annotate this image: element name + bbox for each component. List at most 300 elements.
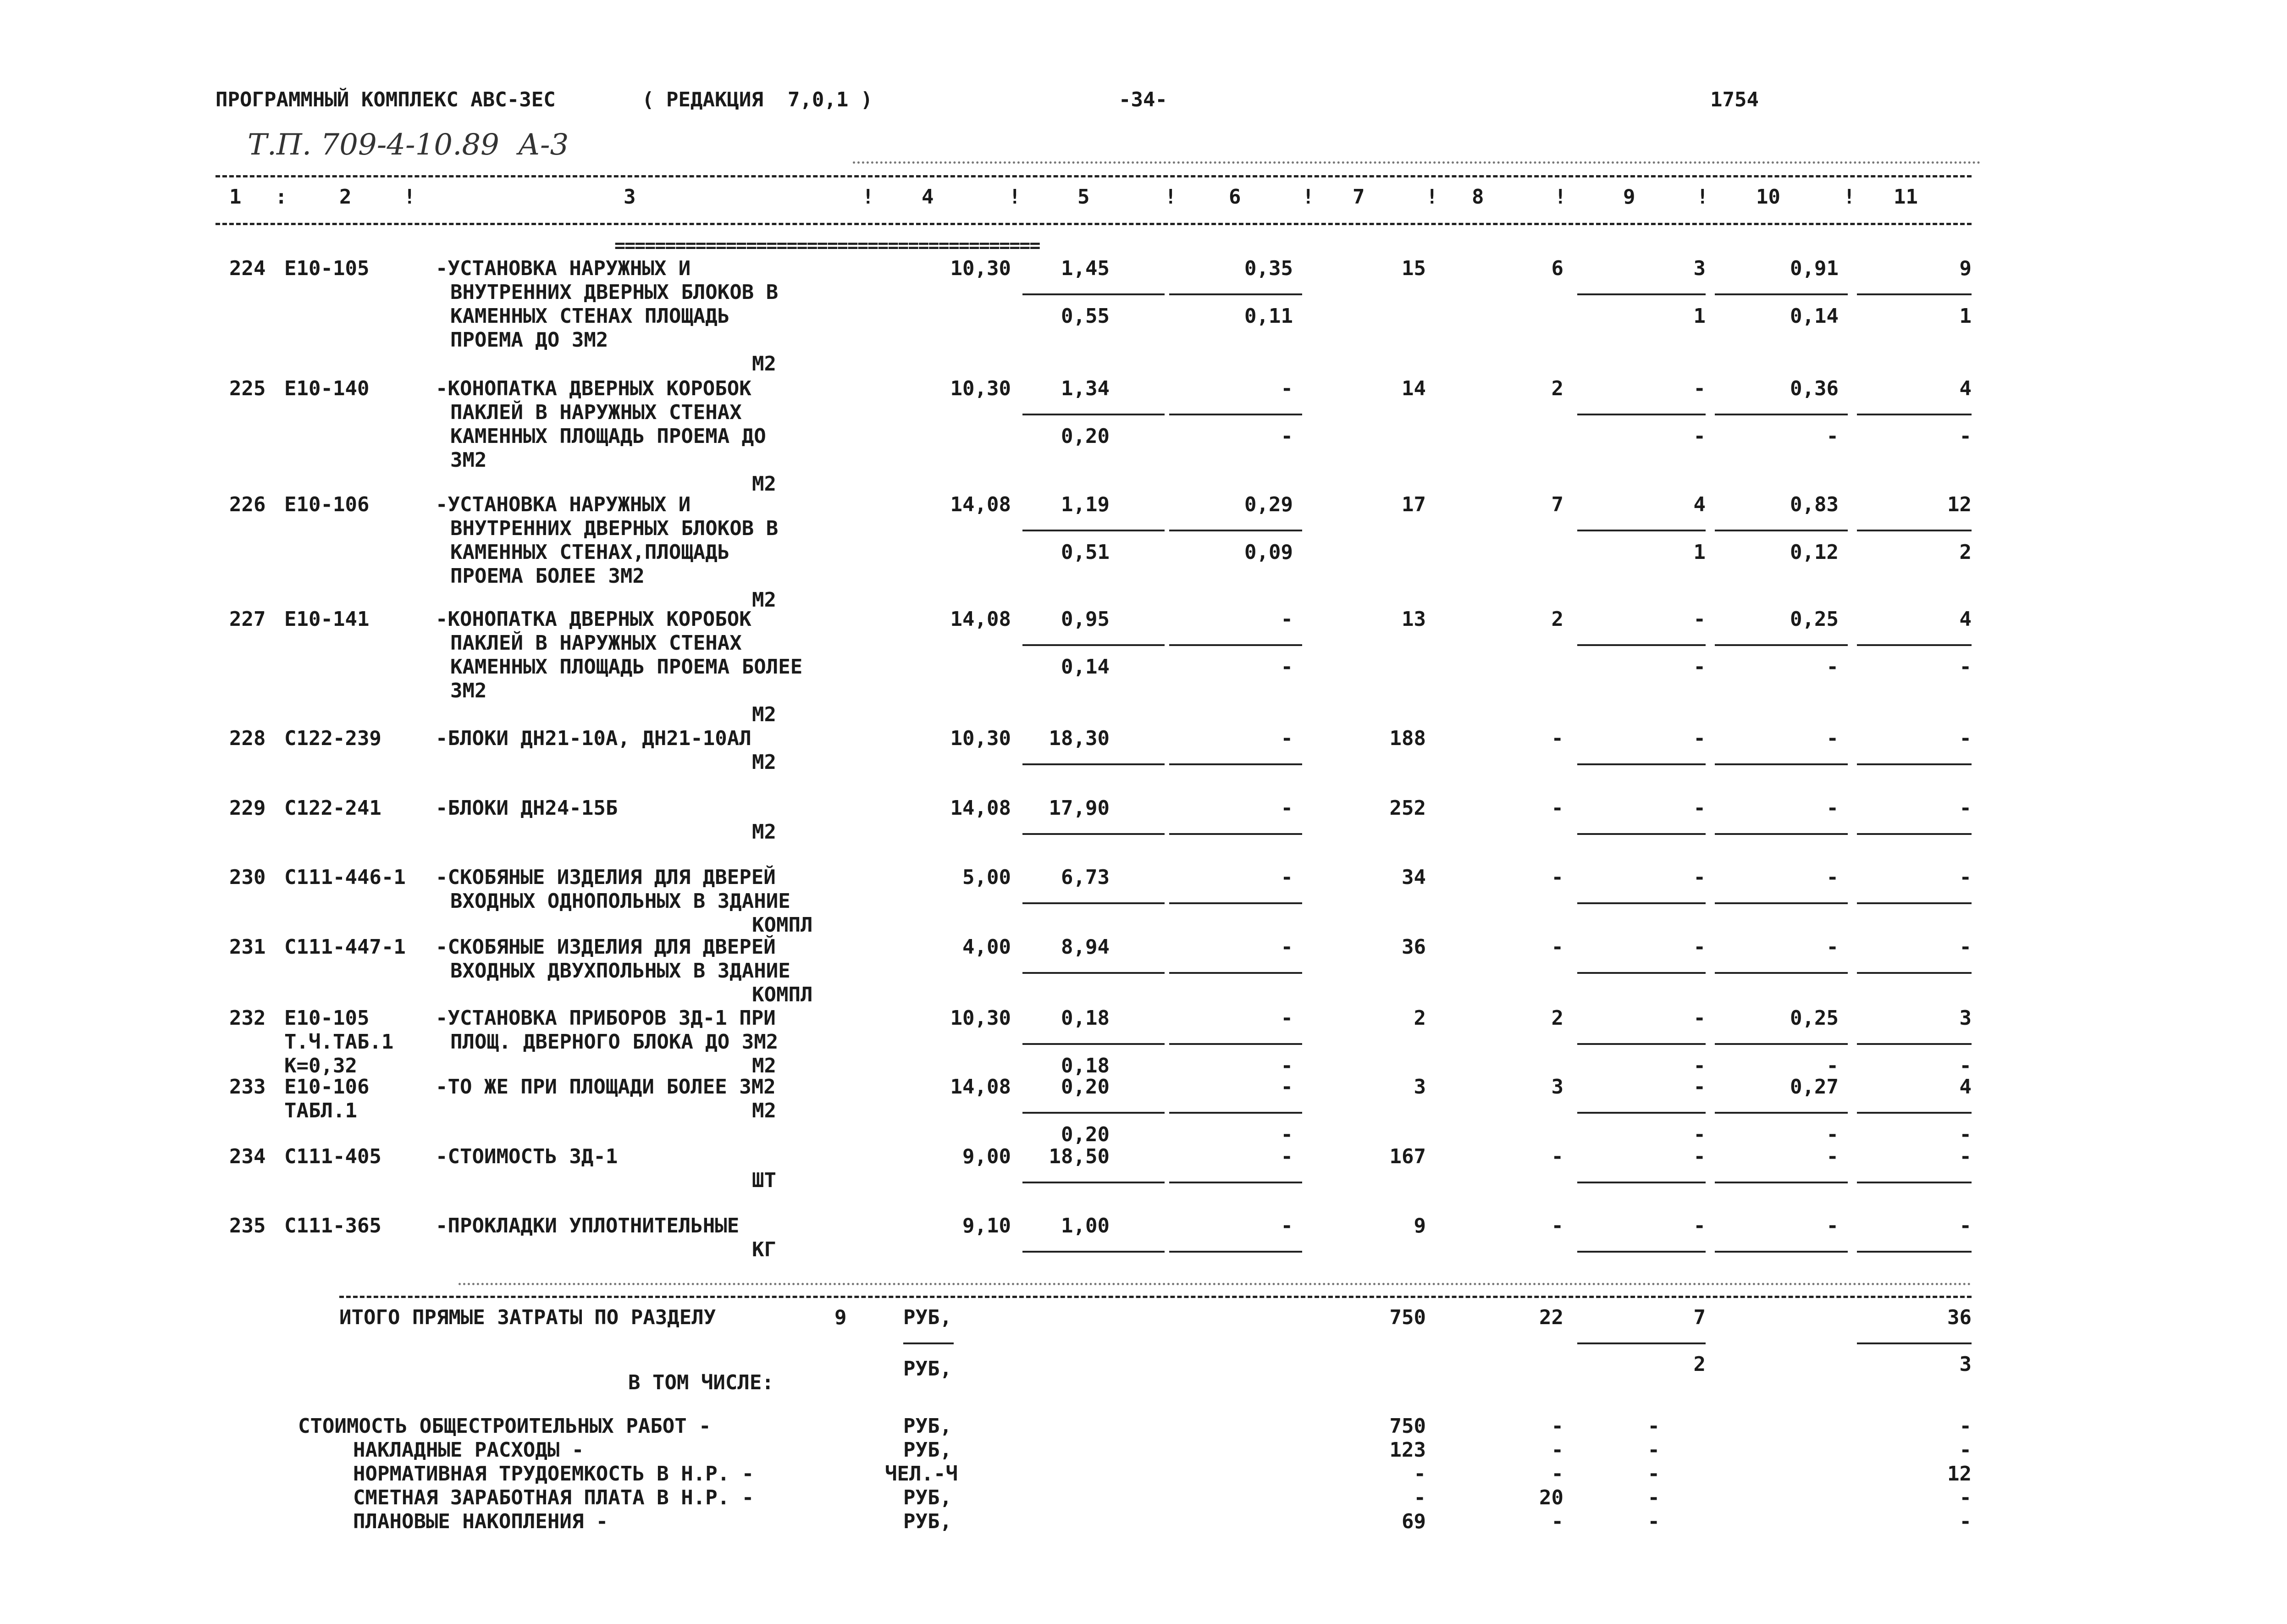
fraction-rule <box>1577 414 1706 415</box>
fraction-rule <box>1857 1251 1972 1253</box>
row-code-note: К=0,32 <box>284 1054 357 1077</box>
fraction-rule <box>1169 763 1302 765</box>
column-header-cell: ! <box>862 185 874 209</box>
cell-c5-lower: 0,20 <box>1061 425 1110 448</box>
cell-c5: 1,00 <box>1061 1214 1110 1237</box>
cell-c11: - <box>1959 727 1972 750</box>
summary-unit: РУБ, <box>903 1438 952 1462</box>
fraction-rule <box>1857 972 1972 974</box>
cell-c4: 14,08 <box>950 796 1011 820</box>
summary-col7: 750 <box>1389 1414 1426 1438</box>
summary-label: НОРМАТИВНАЯ ТРУДОЕМКОСТЬ В Н.Р. - <box>353 1462 754 1486</box>
cell-c10-lower: - <box>1826 425 1839 448</box>
cell-c7: 188 <box>1389 727 1426 750</box>
cell-c7: 15 <box>1402 257 1426 280</box>
row-description: -УСТАНОВКА НАРУЖНЫХ И <box>436 493 691 516</box>
row-number: 224 <box>229 257 266 280</box>
summary-col11: 12 <box>1947 1462 1972 1486</box>
row-code: С122-241 <box>284 796 381 820</box>
cell-c6: - <box>1281 1075 1293 1099</box>
row-number: 233 <box>229 1075 266 1099</box>
cell-c5: 1,45 <box>1061 257 1110 280</box>
row-unit: КОМПЛ <box>752 983 813 1006</box>
cell-c9: - <box>1693 866 1706 889</box>
summary-label: НАКЛАДНЫЕ РАСХОДЫ - <box>353 1438 584 1462</box>
column-header-cell: ! <box>1009 185 1021 209</box>
fraction-rule <box>1169 414 1302 415</box>
fraction-rule <box>1857 1112 1972 1114</box>
cell-c10: 0,25 <box>1790 608 1839 631</box>
totals-col8: 22 <box>1539 1306 1563 1329</box>
fraction-rule <box>1169 1112 1302 1114</box>
cell-c10-lower: 0,12 <box>1790 541 1839 564</box>
totals-col9-lower: 2 <box>1693 1353 1706 1376</box>
cell-c5: 17,90 <box>1049 796 1110 820</box>
fraction-rule <box>1857 530 1972 531</box>
cell-c4: 9,10 <box>962 1214 1011 1237</box>
cell-c9: - <box>1693 1145 1706 1168</box>
cell-c10: - <box>1826 1214 1839 1237</box>
cell-c6: - <box>1281 1006 1293 1030</box>
row-code: Е10-140 <box>284 377 370 400</box>
cell-c8: 2 <box>1551 608 1563 631</box>
totals-col11-lower: 3 <box>1959 1353 1972 1376</box>
row-unit: М2 <box>752 352 776 376</box>
cell-c7: 17 <box>1402 493 1426 516</box>
totals-unit: РУБ, <box>903 1306 952 1329</box>
fraction-rule <box>1857 644 1972 646</box>
handwritten-project-code: Т.П. 709-4-10.89 А-3 <box>248 128 569 162</box>
cell-c6: - <box>1281 377 1293 400</box>
cell-c9: - <box>1693 1075 1706 1099</box>
cell-c7: 167 <box>1389 1145 1426 1168</box>
cell-c8: 2 <box>1551 1006 1563 1030</box>
row-description: -СТОИМОСТЬ ЗД-1 <box>436 1145 618 1168</box>
summary-col11: - <box>1959 1486 1972 1509</box>
summary-col8: - <box>1551 1462 1563 1486</box>
row-unit: М2 <box>752 472 776 496</box>
summary-col9: - <box>1647 1486 1660 1509</box>
cell-c9: - <box>1693 608 1706 631</box>
row-unit: М2 <box>752 1099 776 1122</box>
cell-c5-lower: 0,18 <box>1061 1054 1110 1077</box>
summary-col11: - <box>1959 1438 1972 1462</box>
row-code-note: ТАБЛ.1 <box>284 1099 357 1122</box>
cell-c9: - <box>1693 377 1706 400</box>
fraction-rule <box>1022 1182 1165 1183</box>
summary-col11: - <box>1959 1510 1972 1533</box>
column-header-cell: 2 <box>339 185 352 209</box>
fraction-rule <box>1715 902 1848 904</box>
fraction-rule <box>1715 1112 1848 1114</box>
cell-c11: 4 <box>1959 1075 1972 1099</box>
fraction-rule <box>1857 414 1972 415</box>
row-description: ВНУТРЕННИХ ДВЕРНЫХ БЛОКОВ В <box>450 281 779 304</box>
summary-unit: РУБ, <box>903 1510 952 1533</box>
cell-c4: 10,30 <box>950 257 1011 280</box>
cell-c11: - <box>1959 866 1972 889</box>
fraction-rule <box>1715 972 1848 974</box>
cell-c11: - <box>1959 1145 1972 1168</box>
row-description: КАМЕННЫХ ПЛОЩАДЬ ПРОЕМА ДО <box>450 425 766 448</box>
cell-c11-lower: - <box>1959 655 1972 679</box>
row-number: 226 <box>229 493 266 516</box>
cell-c10: - <box>1826 1145 1839 1168</box>
summary-col7: - <box>1414 1462 1426 1486</box>
cell-c9: - <box>1693 935 1706 959</box>
cell-c6: - <box>1281 866 1293 889</box>
cell-c11: - <box>1959 935 1972 959</box>
row-code: Е10-105 <box>284 257 370 280</box>
page-number: -34- <box>1119 88 1167 111</box>
cell-c9: 3 <box>1693 257 1706 280</box>
cell-c4: 10,30 <box>950 727 1011 750</box>
summary-col7: - <box>1414 1486 1426 1509</box>
fraction-rule <box>1715 763 1848 765</box>
row-number: 235 <box>229 1214 266 1237</box>
fraction-rule <box>1022 972 1165 974</box>
fraction-rule <box>1022 902 1165 904</box>
cell-c8: - <box>1551 1145 1563 1168</box>
row-number: 225 <box>229 377 266 400</box>
summary-col8: - <box>1551 1438 1563 1462</box>
row-number: 228 <box>229 727 266 750</box>
cell-c8: - <box>1551 727 1563 750</box>
cell-c11-lower: - <box>1959 1123 1972 1146</box>
column-header-cell: 3 <box>624 185 636 209</box>
cell-c5-lower: 0,14 <box>1061 655 1110 679</box>
cell-c5: 0,95 <box>1061 608 1110 631</box>
totals-section: 9 <box>834 1306 847 1329</box>
cell-c8: 3 <box>1551 1075 1563 1099</box>
summary-col8: - <box>1551 1510 1563 1533</box>
cell-c4: 14,08 <box>950 493 1011 516</box>
row-description: -БЛОКИ ДН24-15Б <box>436 796 618 820</box>
cell-c6: - <box>1281 796 1293 820</box>
cell-c6-lower: 0,11 <box>1244 304 1293 328</box>
row-description: -СКОБЯНЫЕ ИЗДЕЛИЯ ДЛЯ ДВЕРЕЙ <box>436 935 776 959</box>
fraction-rule <box>1169 1043 1302 1045</box>
cell-c10: - <box>1826 796 1839 820</box>
column-header-cell: 4 <box>922 185 934 209</box>
cell-c8: 7 <box>1551 493 1563 516</box>
fraction-rule <box>1169 644 1302 646</box>
dotted-line-bottom <box>459 1283 1972 1285</box>
row-unit: КОМПЛ <box>752 913 813 937</box>
row-unit: М2 <box>752 588 776 612</box>
cell-c4: 9,00 <box>962 1145 1011 1168</box>
cell-c11: - <box>1959 796 1972 820</box>
fraction-rule <box>1169 833 1302 835</box>
row-description: ВНУТРЕННИХ ДВЕРНЫХ БЛОКОВ В <box>450 517 779 540</box>
fraction-rule <box>1169 1251 1302 1253</box>
cell-c9-lower: - <box>1693 1123 1706 1146</box>
row-description: КАМЕННЫХ СТЕНАХ,ПЛОЩАДЬ <box>450 541 730 564</box>
cell-c6-lower: - <box>1281 655 1293 679</box>
row-unit: КГ <box>752 1238 776 1261</box>
cell-c6: - <box>1281 727 1293 750</box>
cell-c8: - <box>1551 796 1563 820</box>
fraction-rule <box>1169 902 1302 904</box>
column-header-cell: : <box>275 185 287 209</box>
cell-c9: 4 <box>1693 493 1706 516</box>
fraction-rule <box>1857 293 1972 295</box>
fraction-rule <box>1022 414 1165 415</box>
fraction-rule <box>1715 1182 1848 1183</box>
row-unit: М2 <box>752 703 776 726</box>
fraction-rule <box>1022 293 1165 295</box>
row-description: ВХОДНЫХ ДВУХПОЛЬНЫХ В ЗДАНИЕ <box>450 959 790 983</box>
row-description: 3М2 <box>450 448 487 472</box>
column-header-cell: ! <box>1165 185 1177 209</box>
cell-c9: - <box>1693 1006 1706 1030</box>
row-code: С111-446-1 <box>284 866 406 889</box>
summary-col9: - <box>1647 1438 1660 1462</box>
cell-c10: 0,83 <box>1790 493 1839 516</box>
cell-c8: - <box>1551 1214 1563 1237</box>
cell-c5: 0,18 <box>1061 1006 1110 1030</box>
summary-col8: 20 <box>1539 1486 1563 1509</box>
cell-c5-lower: 0,55 <box>1061 304 1110 328</box>
cell-c10: - <box>1826 935 1839 959</box>
cell-c5: 1,19 <box>1061 493 1110 516</box>
cell-c8: 6 <box>1551 257 1563 280</box>
cell-c5-lower: 0,20 <box>1061 1123 1110 1146</box>
summary-unit: РУБ, <box>903 1486 952 1509</box>
column-header-cell: ! <box>1426 185 1438 209</box>
fraction-rule <box>1169 530 1302 531</box>
row-code: С111-405 <box>284 1145 381 1168</box>
column-header-cell: 1 <box>229 185 242 209</box>
document-number: 1754 <box>1710 88 1759 111</box>
fraction-rule <box>1577 1182 1706 1183</box>
totals-col11: 36 <box>1947 1306 1972 1329</box>
column-header-cell: ! <box>1843 185 1856 209</box>
fraction-rule <box>1577 833 1706 835</box>
fraction-rule <box>1715 414 1848 415</box>
fraction-rule <box>1715 644 1848 646</box>
cell-c10: 0,36 <box>1790 377 1839 400</box>
fraction-rule <box>1577 1112 1706 1114</box>
row-description: ПАКЛЕЙ В НАРУЖНЫХ СТЕНАХ <box>450 401 742 424</box>
fraction-rule <box>1577 763 1706 765</box>
separator-line: ========================================== <box>614 235 1040 256</box>
fraction-rule <box>1022 763 1165 765</box>
row-description: ПАКЛЕЙ В НАРУЖНЫХ СТЕНАХ <box>450 631 742 655</box>
cell-c7: 3 <box>1414 1075 1426 1099</box>
cell-c7: 9 <box>1414 1214 1426 1237</box>
row-code: С122-239 <box>284 727 381 750</box>
cell-c9: - <box>1693 1214 1706 1237</box>
fraction-rule <box>1022 833 1165 835</box>
cell-c6: 0,35 <box>1244 257 1293 280</box>
cell-c11-lower: 1 <box>1959 304 1972 328</box>
cell-c5: 6,73 <box>1061 866 1110 889</box>
row-unit: М2 <box>752 1054 776 1077</box>
cell-c9-lower: - <box>1693 655 1706 679</box>
totals-rule <box>1857 1342 1972 1344</box>
cell-c10-lower: 0,14 <box>1790 304 1839 328</box>
row-description: -УСТАНОВКА НАРУЖНЫХ И <box>436 257 691 280</box>
row-description: -ТО ЖЕ ПРИ ПЛОЩАДИ БОЛЕЕ 3М2 <box>436 1075 776 1099</box>
summary-unit: РУБ, <box>903 1414 952 1438</box>
cell-c5-lower: 0,51 <box>1061 541 1110 564</box>
summary-col8: - <box>1551 1414 1563 1438</box>
row-description: 3М2 <box>450 679 487 702</box>
fraction-rule <box>1169 293 1302 295</box>
column-header-cell: 6 <box>1229 185 1241 209</box>
fraction-rule <box>1577 1043 1706 1045</box>
column-header-cell: 9 <box>1623 185 1635 209</box>
fraction-rule <box>1715 530 1848 531</box>
cell-c7: 2 <box>1414 1006 1426 1030</box>
row-description: -СКОБЯНЫЕ ИЗДЕЛИЯ ДЛЯ ДВЕРЕЙ <box>436 866 776 889</box>
fraction-rule <box>1022 1251 1165 1253</box>
summary-label: СТОИМОСТЬ ОБЩЕСТРОИТЕЛЬНЫХ РАБОТ - <box>298 1414 711 1438</box>
fraction-rule <box>1577 902 1706 904</box>
cell-c11: 9 <box>1959 257 1972 280</box>
summary-col7: 69 <box>1402 1510 1426 1533</box>
cell-c4: 5,00 <box>962 866 1011 889</box>
row-description: ПЛОЩ. ДВЕРНОГО БЛОКА ДО 3М2 <box>450 1030 779 1054</box>
row-code: Е10-106 <box>284 1075 370 1099</box>
cell-c6: 0,29 <box>1244 493 1293 516</box>
summary-col11: - <box>1959 1414 1972 1438</box>
row-description: КАМЕННЫХ ПЛОЩАДЬ ПРОЕМА БОЛЕЕ <box>450 655 803 679</box>
row-description: -КОНОПАТКА ДВЕРНЫХ КОРОБОК <box>436 608 751 631</box>
header-rule-bottom <box>215 223 1972 225</box>
fraction-rule <box>1577 972 1706 974</box>
fraction-rule <box>1169 1182 1302 1183</box>
cell-c10: - <box>1826 727 1839 750</box>
summary-label: СМЕТНАЯ ЗАРАБОТНАЯ ПЛАТА В Н.Р. - <box>353 1486 754 1509</box>
totals-label: ИТОГО ПРЯМЫЕ ЗАТРАТЫ ПО РАЗДЕЛУ <box>339 1306 716 1329</box>
dotted-line <box>853 161 1981 164</box>
row-description: КАМЕННЫХ СТЕНАХ ПЛОЩАДЬ <box>450 304 730 328</box>
column-header-cell: 10 <box>1756 185 1780 209</box>
row-number: 231 <box>229 935 266 959</box>
summary-col7: 123 <box>1389 1438 1426 1462</box>
column-header-cell: ! <box>1696 185 1709 209</box>
fraction-rule <box>1857 763 1972 765</box>
column-header-cell: 7 <box>1353 185 1365 209</box>
including-label: В ТОМ ЧИСЛЕ: <box>628 1371 774 1394</box>
cell-c11: 4 <box>1959 608 1972 631</box>
cell-c9: - <box>1693 727 1706 750</box>
row-number: 229 <box>229 796 266 820</box>
row-number: 227 <box>229 608 266 631</box>
cell-c10: 0,91 <box>1790 257 1839 280</box>
fraction-rule <box>1022 1043 1165 1045</box>
fraction-rule <box>1169 972 1302 974</box>
cell-c10-lower: - <box>1826 1054 1839 1077</box>
cell-c7: 34 <box>1402 866 1426 889</box>
fraction-rule <box>1857 1182 1972 1183</box>
cell-c11: 3 <box>1959 1006 1972 1030</box>
cell-c10-lower: - <box>1826 655 1839 679</box>
row-description: -УСТАНОВКА ПРИБОРОВ ЗД-1 ПРИ <box>436 1006 776 1030</box>
row-description: -ПРОКЛАДКИ УПЛОТНИТЕЛЬНЫЕ <box>436 1214 740 1237</box>
fraction-rule <box>1577 293 1706 295</box>
fraction-rule <box>1715 293 1848 295</box>
cell-c11: - <box>1959 1214 1972 1237</box>
cell-c11: 4 <box>1959 377 1972 400</box>
row-code: С111-447-1 <box>284 935 406 959</box>
row-code-note: Т.Ч.ТАБ.1 <box>284 1030 394 1054</box>
totals-unit-lower: РУБ, <box>903 1357 952 1381</box>
cell-c6-lower: - <box>1281 1054 1293 1077</box>
summary-col9: - <box>1647 1510 1660 1533</box>
cell-c6-lower: - <box>1281 1123 1293 1146</box>
fraction-rule <box>1715 1251 1848 1253</box>
row-number: 230 <box>229 866 266 889</box>
cell-c4: 14,08 <box>950 608 1011 631</box>
cell-c8: - <box>1551 866 1563 889</box>
column-header-cell: 11 <box>1894 185 1918 209</box>
cell-c6: - <box>1281 935 1293 959</box>
row-number: 232 <box>229 1006 266 1030</box>
fraction-rule <box>1857 833 1972 835</box>
header-rule-top <box>215 175 1972 177</box>
cell-c5: 18,50 <box>1049 1145 1110 1168</box>
cell-c8: 2 <box>1551 377 1563 400</box>
fraction-rule <box>1715 833 1848 835</box>
edition-label: ( РЕДАКЦИЯ 7,0,1 ) <box>642 88 873 111</box>
column-header-cell: ! <box>403 185 416 209</box>
totals-col7: 750 <box>1389 1306 1426 1329</box>
cell-c5: 8,94 <box>1061 935 1110 959</box>
fraction-rule <box>1022 1112 1165 1114</box>
row-description: ПРОЕМА БОЛЕЕ 3М2 <box>450 564 645 588</box>
row-description: -БЛОКИ ДН21-10А, ДН21-10АЛ <box>436 727 751 750</box>
cell-c10: 0,27 <box>1790 1075 1839 1099</box>
cell-c4: 14,08 <box>950 1075 1011 1099</box>
fraction-rule <box>1577 644 1706 646</box>
cell-c11-lower: - <box>1959 1054 1972 1077</box>
row-number: 234 <box>229 1145 266 1168</box>
row-unit: ШТ <box>752 1169 776 1192</box>
cell-c7: 13 <box>1402 608 1426 631</box>
summary-unit: ЧЕЛ.-Ч <box>885 1462 958 1486</box>
row-description: -КОНОПАТКА ДВЕРНЫХ КОРОБОК <box>436 377 751 400</box>
row-description: ПРОЕМА ДО 3М2 <box>450 328 608 352</box>
fraction-rule <box>1022 530 1165 531</box>
cell-c9-lower: 1 <box>1693 541 1706 564</box>
cell-c6: - <box>1281 1145 1293 1168</box>
cell-c4: 10,30 <box>950 377 1011 400</box>
cell-c9: - <box>1693 796 1706 820</box>
row-code: Е10-105 <box>284 1006 370 1030</box>
totals-rule <box>1577 1342 1706 1344</box>
cell-c6-lower: 0,09 <box>1244 541 1293 564</box>
cell-c5: 1,34 <box>1061 377 1110 400</box>
cell-c7: 14 <box>1402 377 1426 400</box>
fraction-rule <box>1577 530 1706 531</box>
totals-col9: 7 <box>1693 1306 1706 1329</box>
cell-c6-lower: - <box>1281 425 1293 448</box>
cell-c6: - <box>1281 608 1293 631</box>
program-title: ПРОГРАММНЫЙ КОМПЛЕКС АВС-3ЕС <box>215 88 556 111</box>
cell-c9-lower: 1 <box>1693 304 1706 328</box>
totals-unit-rule <box>903 1342 954 1344</box>
row-code: Е10-106 <box>284 493 370 516</box>
row-description: ВХОДНЫХ ОДНОПОЛЬНЫХ В ЗДАНИЕ <box>450 889 790 913</box>
cell-c5: 0,20 <box>1061 1075 1110 1099</box>
row-unit: М2 <box>752 751 776 774</box>
column-header-cell: 5 <box>1077 185 1090 209</box>
cell-c9-lower: - <box>1693 1054 1706 1077</box>
cell-c7: 252 <box>1389 796 1426 820</box>
